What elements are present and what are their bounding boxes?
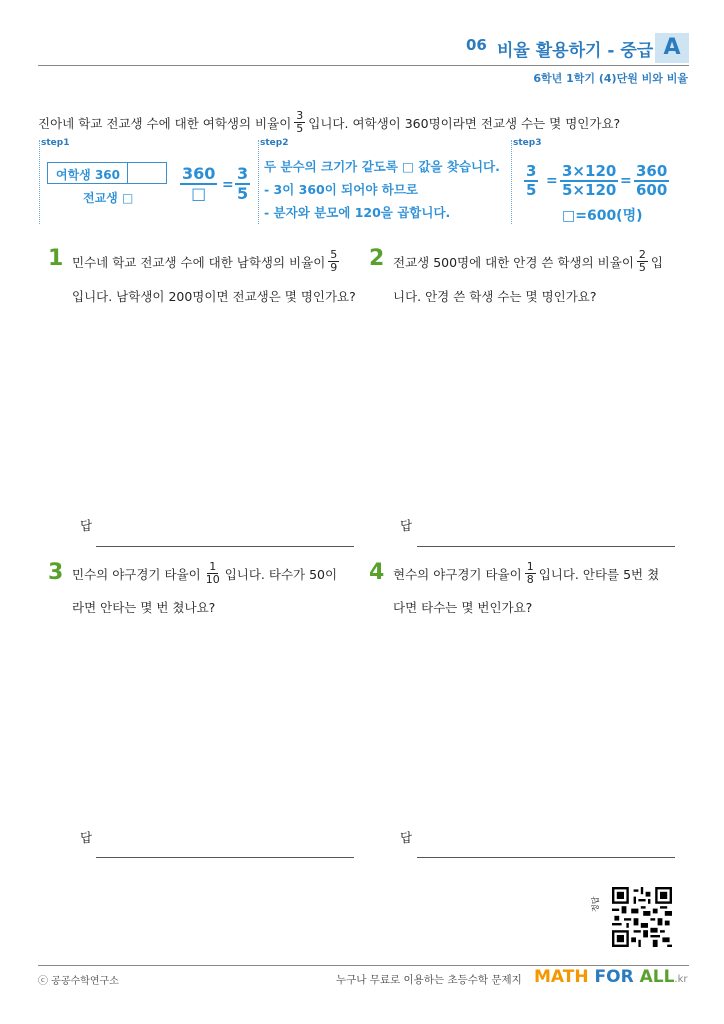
answer-line[interactable] [96,857,354,858]
problem-text-line2: 라면 안타는 몇 번 쳤나요? [72,600,216,615]
fraction-denominator: 10 [205,573,220,587]
problem-text-line1 [393,249,663,274]
step1-bar-divider [127,162,128,184]
fraction-denominator: 8 [526,573,534,587]
answer-label: 답 [80,518,93,533]
logo-math: MATH [534,967,589,987]
problem-number: 4 [369,560,385,585]
problem-fraction [328,249,339,274]
fraction-denominator: 5 [526,181,537,200]
fraction-denominator: 5×120 [562,181,617,200]
problem-text-line1 [72,561,337,586]
problem-text-line2: 입니다. 남학생이 200명이면 전교생은 몇 명인가요? [72,289,356,304]
problem-fraction [525,561,536,586]
problem-text: 입 [650,254,663,270]
fraction-denominator: 5 [638,261,646,275]
problem-number: 2 [369,246,385,271]
step1-fraction-left [180,165,217,204]
fraction-numerator: 5 [330,248,338,261]
example-fraction [294,110,305,135]
step1-box-text: 여학생 360 [56,168,121,182]
answer-line[interactable] [417,857,675,858]
example-question [38,110,620,135]
fraction-numerator: 3 [524,163,538,182]
fraction-numerator: 1 [526,560,534,573]
problem-text: 입니다. 타수가 50이 [224,566,338,582]
example-question-before: 진아네 학교 전교생 수에 대한 여학생의 비율이 [38,115,292,131]
fraction-denominator: 600 [636,181,668,200]
logo-kr: .kr [674,974,688,985]
problem-text-line1 [72,249,342,274]
fraction-numerator: 2 [638,248,646,261]
fraction-numerator: 1 [209,560,217,573]
step3-fraction-c [634,163,669,200]
header-divider [38,65,689,66]
answer-label: 답 [80,830,93,845]
fraction-denominator: 5 [296,122,304,136]
step3-equals: = [620,173,632,189]
footer-slogan: 누구나 무료로 이용하는 초등수학 문제지 [336,974,522,986]
problem-text-line1 [393,561,659,586]
step3-answer: □=600(명) [562,208,643,224]
worksheet-title: 비율 활용하기 - 중급 [497,41,654,61]
step2-separator [258,140,259,224]
step3-label: step3 [513,138,542,148]
problem-number: 3 [48,560,64,585]
step1-separator [39,140,40,224]
step3-separator [511,140,512,224]
step1-equals: = [222,177,234,193]
problem-text: 현수의 야구경기 타율이 [393,566,522,582]
step2-line: 두 분수의 크기가 같도록 □ 값을 찾습니다. [264,159,500,174]
step3-fraction-b [560,163,618,200]
answer-label: 답 [400,830,413,845]
fraction-numerator: 3 [296,109,304,122]
step1-fraction-right [235,165,250,204]
step3-fraction-a [524,163,538,200]
fraction-denominator: □ [191,184,207,204]
problem-number: 1 [48,246,64,271]
step1-label: step1 [41,138,70,148]
step2-line: - 분자와 분모에 120을 곱합니다. [264,205,451,220]
fraction-numerator: 360 [634,163,669,182]
footer-copyright: ⓒ 공공수학연구소 [38,976,119,987]
step3-equals: = [546,173,558,189]
fraction-denominator: 5 [237,184,249,204]
qr-code-icon[interactable] [612,887,672,947]
qr-label: 정답 [591,896,600,912]
fraction-numerator: 3 [235,165,250,185]
fraction-numerator: 3×120 [560,163,618,182]
step1-below-text: 전교생 □ [83,191,134,205]
fraction-numerator: 360 [180,165,217,185]
problem-text: 입니다. 안타를 5번 쳤 [538,566,660,582]
brand-logo[interactable] [534,967,688,987]
problem-text-line2: 다면 타수는 몇 번인가요? [393,600,533,615]
problem-text: 전교생 500명에 대한 안경 쓴 학생의 비율이 [393,254,634,270]
unit-number: 06 [466,36,487,54]
logo-for: FOR [594,967,634,987]
problem-fraction [204,561,222,586]
step2-line: - 3이 360이 되어야 하므로 [264,182,418,197]
answer-line[interactable] [417,546,675,547]
unit-subtitle: 6학년 1학기 (4)단원 비와 비율 [533,72,688,85]
level-badge: A [655,33,689,63]
logo-all: ALL [639,967,675,987]
step2-label: step2 [260,138,289,148]
problem-text: 민수의 야구경기 타율이 [72,566,201,582]
problem-text-line2: 니다. 안경 쓴 학생 수는 몇 명인가요? [393,289,597,304]
answer-line[interactable] [96,546,354,547]
example-question-after: 입니다. 여학생이 360명이라면 전교생 수는 몇 명인가요? [308,115,621,131]
footer-divider [38,965,689,966]
answer-label: 답 [400,518,413,533]
fraction-denominator: 9 [330,261,338,275]
problem-text: 민수네 학교 전교생 수에 대한 남학생의 비율이 [72,254,326,270]
problem-fraction [637,249,648,274]
